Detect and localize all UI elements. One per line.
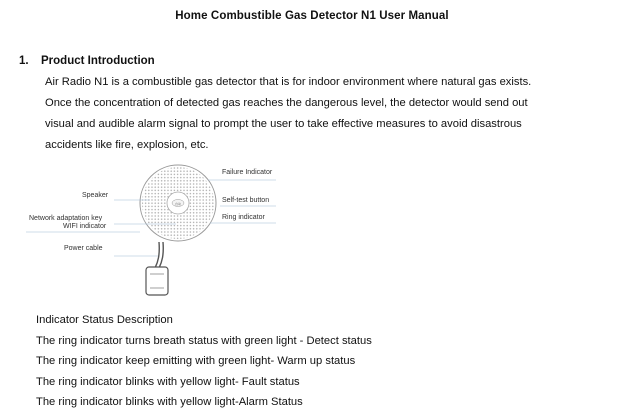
device-logo: 自动 [174,202,182,206]
indicator-status-section [36,310,372,413]
section-heading [19,55,155,67]
label-ring-indicator: Ring indicator [222,214,265,221]
label-power-cable: Power cable [64,245,103,252]
label-failure-indicator: Failure Indicator [222,169,273,176]
section-title: Product Introduction [41,55,155,67]
intro-line: visual and audible alarm signal to prompt the user to take effective measures to avoid disastrous [45,118,522,130]
intro-line: Air Radio N1 is a combustible gas detector that is for indoor environment where natural gas exists. [45,76,532,88]
section-number: 1. [19,55,29,67]
device-body [140,165,216,241]
label-wifi-indicator: WIFI indicator [63,223,107,230]
status-line: The ring indicator blinks with yellow light-Alarm Status [36,396,303,408]
label-speaker: Speaker [82,192,109,199]
label-network-adaptation-key: Network adaptation key [29,215,103,222]
label-self-test-button: Self-test button [222,197,270,204]
status-heading: Indicator Status Description [36,314,173,326]
intro-line: Once the concentration of detected gas reaches the dangerous level, the detector would send out [45,97,528,109]
power-cable [146,242,168,295]
status-line: The ring indicator turns breath status with green light - Detect status [36,334,372,347]
device-illustration [0,160,624,310]
status-line: The ring indicator keep emitting with green light- Warm up status [36,355,356,367]
product-diagram [0,160,624,310]
intro-paragraph [45,72,615,156]
intro-line: accidents like fire, explosion, etc. [45,139,209,151]
status-line: The ring indicator blinks with yellow light- Fault status [36,375,300,388]
document-title: Home Combustible Gas Detector N1 User Manual [175,10,449,22]
